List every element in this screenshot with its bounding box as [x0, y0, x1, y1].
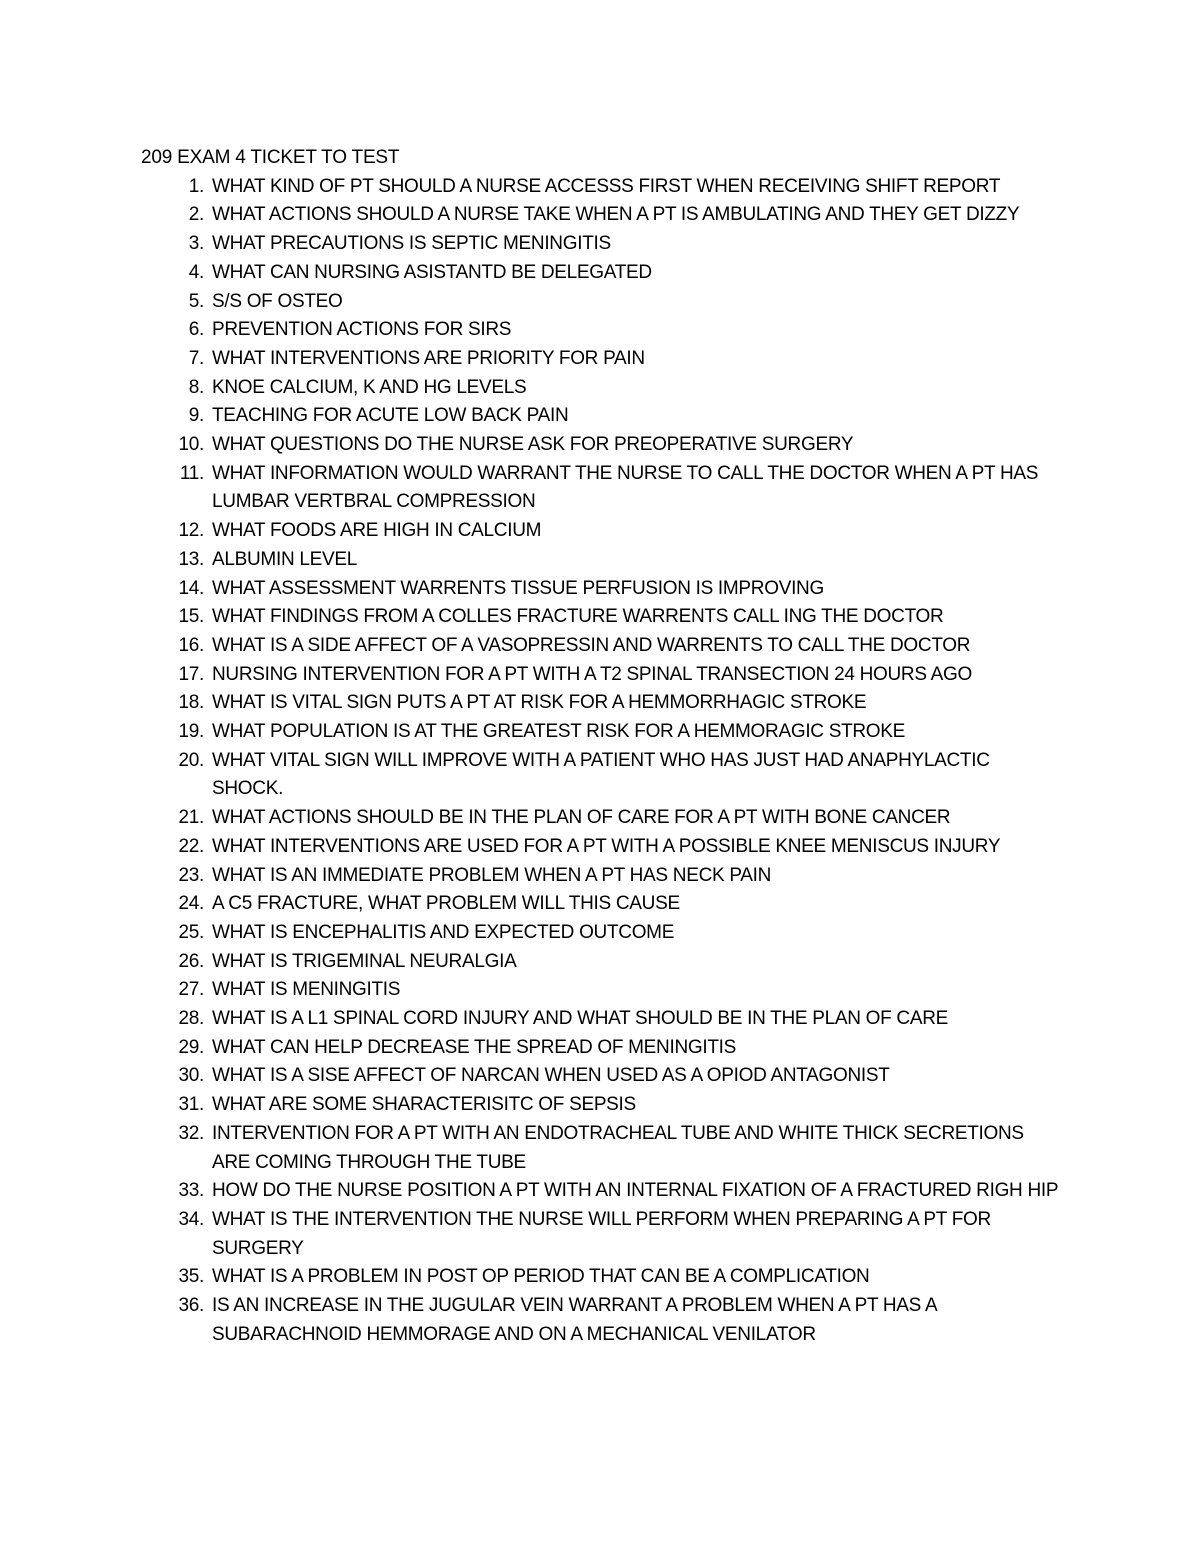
question-number: 2.: [188, 204, 204, 226]
question-text: WHAT FINDINGS FROM A COLLES FRACTURE WARRENTS CALL ING THE DOCTOR: [212, 606, 944, 628]
question-number: 16.: [178, 634, 204, 656]
question-number: 15.: [178, 606, 204, 628]
question-number: 12.: [178, 520, 204, 542]
question-text: WHAT CAN NURSING ASISTANTD BE DELEGATED: [212, 261, 652, 283]
question-number: 27.: [178, 979, 204, 1001]
list-item: [0, 201, 1062, 230]
question-number: 9.: [188, 405, 204, 427]
list-item: [0, 862, 1062, 891]
list-item: [0, 259, 1062, 288]
question-text: WHAT ACTIONS SHOULD BE IN THE PLAN OF CARE FOR A PT WITH BONE CANCER: [212, 807, 951, 829]
list-item: [0, 1005, 1062, 1034]
list-item: [0, 1091, 1062, 1120]
question-number: 6.: [188, 319, 204, 341]
list-item: [0, 890, 1062, 919]
list-item: [0, 288, 1062, 317]
question-list: [0, 173, 1200, 1350]
question-number: 25.: [178, 921, 204, 943]
question-number: 28.: [178, 1008, 204, 1030]
question-number: 31.: [178, 1094, 204, 1116]
list-item: [0, 1206, 1062, 1263]
question-number: 7.: [188, 347, 204, 369]
question-text: WHAT IS VITAL SIGN PUTS A PT AT RISK FOR A HEMMORRHAGIC STROKE: [212, 692, 867, 714]
question-number: 14.: [178, 577, 204, 599]
question-text: PREVENTION ACTIONS FOR SIRS: [212, 319, 512, 341]
question-number: 32.: [178, 1122, 204, 1144]
question-text: WHAT IS ENCEPHALITIS AND EXPECTED OUTCOME: [212, 921, 675, 943]
question-text: ALBUMIN LEVEL: [212, 548, 357, 570]
question-text: WHAT IS MENINGITIS: [212, 979, 401, 1001]
list-item: [0, 230, 1062, 259]
list-item: [0, 517, 1062, 546]
question-number: 21.: [178, 807, 204, 829]
question-number: 36.: [178, 1295, 204, 1317]
list-item: [0, 689, 1062, 718]
question-number: 8.: [188, 376, 204, 398]
list-item: [0, 833, 1062, 862]
question-number: 11.: [179, 462, 204, 484]
list-item: [0, 1177, 1062, 1206]
list-item: [0, 316, 1062, 345]
question-text: WHAT IS TRIGEMINAL NEURALGIA: [212, 950, 517, 972]
question-text: WHAT ASSESSMENT WARRENTS TISSUE PERFUSION IS IMPROVING: [212, 577, 824, 599]
list-item: [0, 546, 1062, 575]
list-item: [0, 345, 1062, 374]
question-text: WHAT IS THE INTERVENTION THE NURSE WILL PERFORM WHEN PREPARING A PT FOR SURGERY: [212, 1209, 991, 1259]
question-text: WHAT INTERVENTIONS ARE USED FOR A PT WITH A POSSIBLE KNEE MENISCUS INJURY: [212, 835, 1001, 857]
question-number: 30.: [178, 1065, 204, 1087]
question-text: A C5 FRACTURE, WHAT PROBLEM WILL THIS CAUSE: [212, 893, 680, 915]
list-item: [0, 919, 1062, 948]
list-item: [0, 804, 1062, 833]
question-text: WHAT IS A L1 SPINAL CORD INJURY AND WHAT SHOULD BE IN THE PLAN OF CARE: [212, 1008, 949, 1030]
list-item: [0, 948, 1062, 977]
question-number: 17.: [178, 663, 204, 685]
question-text: WHAT INFORMATION WOULD WARRANT THE NURSE TO CALL THE DOCTOR WHEN A PT HAS LUMBAR VERTBRAL COMPRESSION: [212, 462, 1039, 513]
list-item: [0, 1034, 1062, 1063]
question-text: WHAT POPULATION IS AT THE GREATEST RISK FOR A HEMMORAGIC STROKE: [212, 721, 906, 743]
question-text: WHAT IS AN IMMEDIATE PROBLEM WHEN A PT HAS NECK PAIN: [212, 864, 772, 886]
question-text: IS AN INCREASE IN THE JUGULAR VEIN WARRANT A PROBLEM WHEN A PT HAS A SUBARACHNOID HEMMORAGE AND ON A MECHANICAL VENILATOR: [212, 1295, 937, 1345]
list-item: [0, 1120, 1062, 1177]
question-text: WHAT ARE SOME SHARACTERISITC OF SEPSIS: [212, 1094, 636, 1116]
list-item: [0, 1062, 1062, 1091]
question-number: 19.: [178, 721, 204, 743]
question-text: WHAT KIND OF PT SHOULD A NURSE ACCESSS FIRST WHEN RECEIVING SHIFT REPORT: [212, 175, 1001, 197]
question-number: 1.: [188, 175, 204, 197]
list-item: [0, 603, 1062, 632]
list-item: [0, 575, 1062, 604]
question-number: 26.: [178, 950, 204, 972]
question-number: 23.: [178, 864, 204, 886]
question-text: WHAT PRECAUTIONS IS SEPTIC MENINGITIS: [212, 233, 611, 255]
question-text: WHAT ACTIONS SHOULD A NURSE TAKE WHEN A PT IS AMBULATING AND THEY GET DIZZY: [212, 204, 1020, 226]
list-item: [0, 661, 1062, 690]
question-number: 24.: [178, 893, 204, 915]
question-number: 3.: [188, 233, 204, 255]
question-number: 22.: [178, 835, 204, 857]
document-title: 209 EXAM 4 TICKET TO TEST: [141, 147, 400, 168]
list-item: [0, 632, 1062, 661]
question-number: 13.: [178, 548, 204, 570]
list-item: [0, 173, 1062, 202]
question-text: WHAT CAN HELP DECREASE THE SPREAD OF MENINGITIS: [212, 1036, 736, 1058]
question-text: INTERVENTION FOR A PT WITH AN ENDOTRACHEAL TUBE AND WHITE THICK SECRETIONS ARE COMING THROUGH THE TUBE: [212, 1122, 1024, 1173]
question-number: 34.: [178, 1209, 204, 1230]
question-text: WHAT IS A SIDE AFFECT OF A VASOPRESSIN AND WARRENTS TO CALL THE DOCTOR: [212, 634, 971, 656]
question-number: 33.: [178, 1180, 204, 1202]
question-text: HOW DO THE NURSE POSITION A PT WITH AN INTERNAL FIXATION OF A FRACTURED RIGH HIP: [212, 1180, 1059, 1202]
list-item: [0, 431, 1062, 460]
question-text: WHAT QUESTIONS DO THE NURSE ASK FOR PREOPERATIVE SURGERY: [212, 434, 854, 456]
list-item: [0, 460, 1062, 517]
list-item: [0, 718, 1062, 747]
list-item: [0, 976, 1062, 1005]
question-number: 20.: [178, 749, 204, 771]
list-item: [0, 402, 1062, 431]
question-number: 35.: [178, 1266, 204, 1288]
list-item: [0, 374, 1062, 403]
question-text: WHAT IS A SISE AFFECT OF NARCAN WHEN USED AS A OPIOD ANTAGONIST: [212, 1065, 890, 1087]
list-item: [0, 1292, 1062, 1349]
list-item: [0, 1263, 1062, 1292]
question-text: WHAT IS A PROBLEM IN POST OP PERIOD THAT CAN BE A COMPLICATION: [212, 1266, 870, 1288]
question-number: 5.: [188, 290, 204, 312]
question-text: WHAT VITAL SIGN WILL IMPROVE WITH A PATIENT WHO HAS JUST HAD ANAPHYLACTIC SHOCK.: [212, 749, 990, 800]
question-text: WHAT FOODS ARE HIGH IN CALCIUM: [212, 520, 542, 542]
question-number: 4.: [188, 261, 204, 283]
question-text: S/S OF OSTEO: [212, 290, 343, 312]
question-text: NURSING INTERVENTION FOR A PT WITH A T2 SPINAL TRANSECTION 24 HOURS AGO: [212, 663, 972, 685]
question-text: KNOE CALCIUM, K AND HG LEVELS: [212, 376, 527, 398]
list-item: [0, 747, 1062, 804]
question-text: WHAT INTERVENTIONS ARE PRIORITY FOR PAIN: [212, 347, 645, 369]
question-number: 18.: [178, 692, 204, 714]
question-number: 29.: [178, 1036, 204, 1058]
question-text: TEACHING FOR ACUTE LOW BACK PAIN: [212, 405, 569, 427]
question-number: 10.: [178, 434, 204, 456]
